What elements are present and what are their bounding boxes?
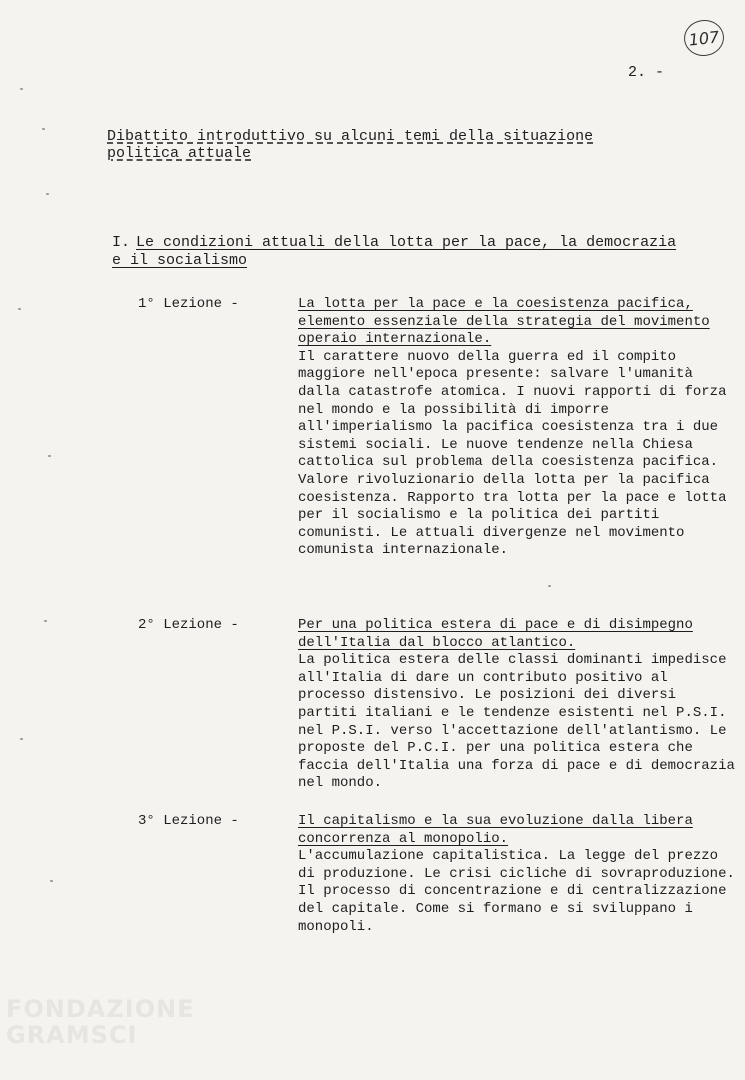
- paper-speck: [50, 880, 53, 882]
- lesson-text: La politica estera delle classi dominanti impedisce all'Italia di dare un contributo positivo al processo distensivo. Le posizioni dei diversi partiti italiani e le tendenze esistenti nel P.S.I. nel P.S.I. verso l'accettazione dell'atlantismo. Le proposte del P.C.I. per una politica estera che faccia dell'Italia una forza di pace e di democrazia nel mondo.: [298, 652, 735, 792]
- watermark-line-2: GRAMSCI: [6, 1021, 138, 1049]
- paper-speck: [20, 738, 23, 740]
- stamp-number: 107: [687, 26, 721, 50]
- paper-speck: [548, 585, 551, 587]
- section-heading: [112, 234, 682, 270]
- page-number: 2. -: [628, 64, 665, 81]
- section-title: Le condizioni attuali della lotta per la pace, la democrazia e il socialismo: [112, 234, 677, 269]
- paper-speck: [46, 193, 49, 195]
- watermark-line-1: FONDAZIONE: [6, 995, 195, 1023]
- lesson-title: La lotta per la pace e la coesistenza pacifica, elemento essenziale della strategia del movimento operaio internazionale.: [298, 296, 710, 348]
- lesson-title: Il capitalismo e la sua evoluzione dalla libera concorrenza al monopolio.: [298, 813, 693, 847]
- lesson-2: [138, 617, 738, 797]
- lesson-label: 2° Lezione -: [138, 617, 239, 633]
- paper-speck: [44, 620, 47, 622]
- lesson-label: 1° Lezione -: [138, 296, 239, 312]
- lesson-text: Il carattere nuovo della guerra ed il compito maggiore nell'epoca presente: salvare l'umanità dalla catastrofe atomica. I nuovi rapporti di forza nel mondo e la possibilità di imporre all'imperialismo la pacifica coesistenza tra i due sistemi sociali. Le nuove tendenze nella Chiesa cattolica sul problema della coesistenza pacifica. Valore rivoluzionario della lotta per la pacifica coesistenza. Rapporto tra lotta per la pace e lotta per il socialismo e la politica dei partiti comunisti. Le attuali divergenze nel movimento comunista internazionale.: [298, 348, 727, 559]
- lesson-text: L'accumulazione capitalistica. La legge del prezzo di produzione. Le crisi cicliche di sovraproduzione. Il processo di concentrazione e di centralizzazione del capitale. Come si formano e si sviluppano i monopoli.: [298, 848, 735, 935]
- paper-speck: [42, 128, 45, 130]
- lesson-body: [298, 813, 738, 936]
- paper-speck: [48, 455, 51, 457]
- lesson-title: Per una politica estera di pace e di disimpegno dell'Italia dal blocco atlantico.: [298, 617, 693, 651]
- lesson-body: [298, 296, 738, 560]
- lesson-body: [298, 617, 738, 793]
- section-number: I.: [112, 234, 131, 251]
- watermark-logo: [6, 996, 195, 1048]
- document-title-text: Dibattito introduttivo su alcuni temi della situazione politica attuale: [107, 128, 594, 162]
- paper-speck: [20, 88, 23, 90]
- archive-stamp: [682, 18, 726, 58]
- lesson-3: [138, 813, 738, 943]
- lesson-label: 3° Lezione -: [138, 813, 239, 829]
- lesson-1: [138, 296, 738, 586]
- paper-speck: [18, 308, 21, 310]
- document-title: [107, 128, 667, 162]
